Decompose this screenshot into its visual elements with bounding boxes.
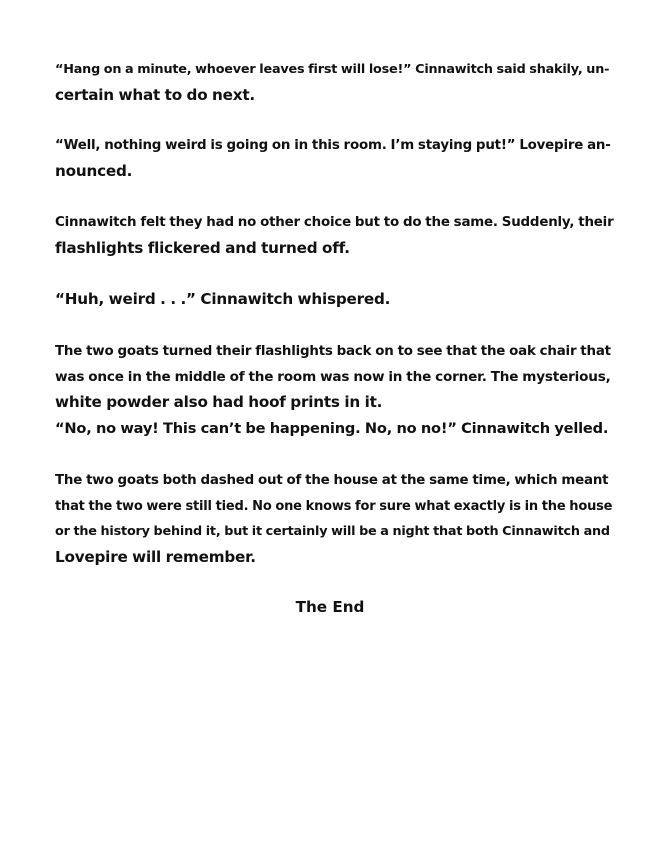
text-line: “Well, nothing weird is going on in this room. I’m staying put!” Lovepire an- — [55, 138, 611, 153]
paragraph — [55, 57, 615, 108]
text-line: “No, no way! This can’t be happening. No, no no!” Cinnawitch yelled. — [55, 419, 609, 437]
text-line: certain what to do next. — [55, 85, 255, 104]
text-line: Cinnawitch felt they had no other choice but to do the same. Suddenly, their — [55, 215, 614, 230]
text-line: nounced. — [55, 161, 133, 180]
text-line: that the two were still tied. No one knows for sure what exactly is in the house — [55, 498, 613, 514]
text-line: white powder also had hoof prints in it. — [55, 393, 383, 411]
text-line: Lovepire will remember. — [55, 547, 256, 566]
paragraph — [55, 468, 615, 570]
closing-the-end: The End — [295, 598, 365, 616]
text-line: was once in the middle of the room was now in the corner. The mysterious, — [55, 368, 611, 385]
paragraph — [55, 287, 615, 313]
text-line: “Hang on a minute, whoever leaves first will lose!” Cinnawitch said shakily, un- — [55, 62, 610, 77]
text-line: “Huh, weird . . .” Cinnawitch whispered. — [55, 290, 391, 308]
text-line: flashlights flickered and turned off. — [55, 238, 350, 257]
text-line: or the history behind it, but it certainly will be a night that both Cinnawitch and — [55, 524, 610, 539]
paragraph — [55, 133, 615, 184]
paragraph — [55, 210, 615, 261]
text-line: The two goats both dashed out of the house at the same time, which meant — [55, 473, 609, 488]
text-line: The two goats turned their flashlights back on to see that the oak chair that — [55, 344, 611, 359]
paragraph — [55, 339, 615, 441]
